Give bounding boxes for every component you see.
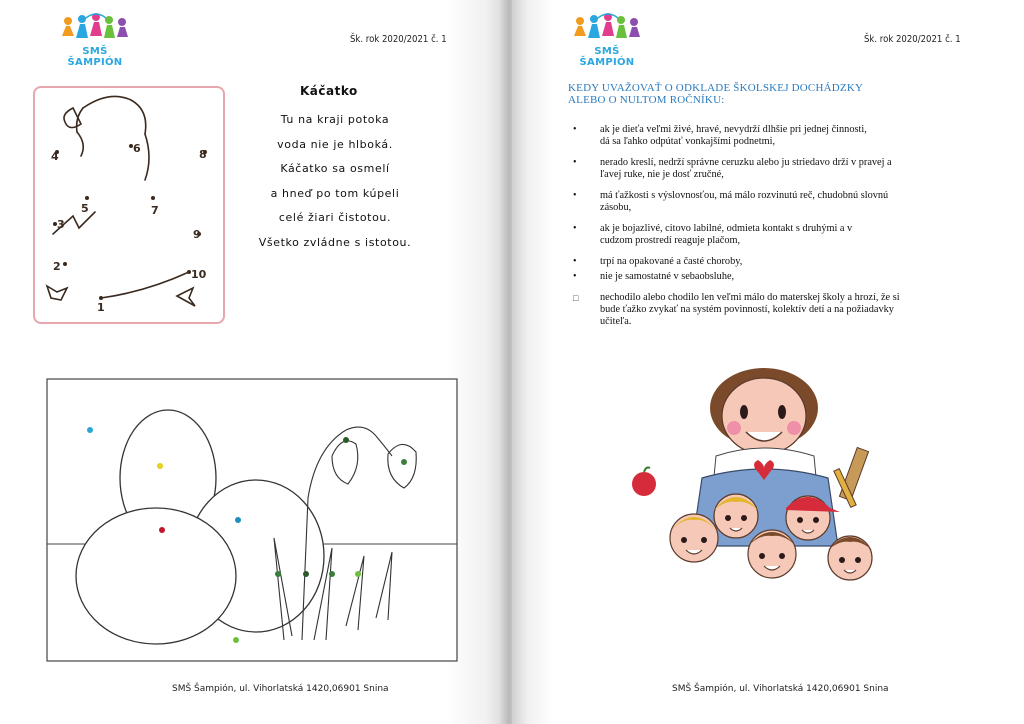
easter-eggs-coloring-page (46, 378, 460, 669)
color-dot (329, 571, 335, 577)
item-line: učiteľa. (600, 316, 632, 327)
color-dot (303, 571, 309, 577)
dot-number-4: 4 (51, 150, 59, 163)
page-footer: SMŠ Šampión, ul. Vihorlatská 1420,06901 Snina (672, 684, 889, 694)
bullet-marker: • (573, 271, 577, 282)
teacher-with-children-illustration (632, 368, 892, 603)
dot-to-dot-puzzle (33, 86, 225, 324)
dot-number-10: 10 (191, 268, 207, 281)
item-line: cudzom prostredí reaguje plačom, (600, 235, 741, 246)
dot-number-2: 2 (53, 260, 61, 273)
dot-number-1: 1 (97, 301, 105, 314)
color-dot (275, 571, 281, 577)
school-year-header: Šk. rok 2020/2021 č. 1 (864, 34, 961, 45)
color-dot (157, 463, 163, 469)
heading-line: KEDY UVAŽOVAŤ O ODKLADE ŠKOLSKEJ DOCHÁDZKY (568, 82, 864, 94)
poem-title: Káčatko (300, 84, 358, 98)
teacher-children-icon (632, 368, 892, 598)
left-page (0, 0, 506, 724)
logo-text: SMŠ ŠAMPIÓN (67, 46, 123, 68)
list-item (570, 271, 960, 283)
heading-line: ALEBO O NULTOM ROČNÍKU: (568, 94, 725, 106)
dot-number-7: 7 (151, 204, 159, 217)
poem-line: Káčatko sa osmelí (280, 162, 390, 175)
color-dot (355, 571, 361, 577)
color-dot (87, 427, 93, 433)
children-logo-icon (568, 12, 646, 48)
list-item (570, 190, 960, 214)
logo-text: SMŠ ŠAMPIÓN (579, 46, 635, 68)
dot-number-3: 3 (57, 218, 65, 231)
color-dot (159, 527, 165, 533)
bullet-marker: □ (573, 293, 579, 303)
color-dot (233, 637, 239, 643)
bullet-marker: • (573, 256, 577, 267)
item-line: nie je samostatné v sebaobsluhe, (600, 271, 735, 282)
poem-text (250, 108, 420, 255)
item-line: dá sa ľahko odpútať vonkajšími podnetmi, (600, 136, 776, 147)
list-item (570, 124, 960, 148)
school-year-header: Šk. rok 2020/2021 č. 1 (350, 34, 447, 45)
item-line: ak je bojazlivé, citovo labilné, odmieta kontakt s druhými a v (600, 223, 853, 234)
item-line: nerado kreslí, nedrží správne ceruzku alebo ju striedavo drží v pravej a (600, 157, 892, 168)
school-logo (568, 12, 646, 68)
item-line: zásobu, (600, 202, 632, 213)
color-dot (401, 459, 407, 465)
duck-outline-drawing (35, 88, 223, 322)
dot-number-6: 6 (133, 142, 141, 155)
list-item (570, 223, 960, 247)
dot-number-9: 9 (193, 228, 201, 241)
poem-line: a hneď po tom kúpeli (270, 186, 400, 200)
section-heading (568, 82, 908, 106)
item-line: nechodilo alebo chodilo len veľmi málo do materskej školy a hrozí, že si (600, 292, 900, 303)
poem-line: celé žiari čistotou. (278, 211, 392, 224)
children-logo-icon (56, 12, 134, 48)
dot-number-5: 5 (81, 202, 89, 215)
school-logo (56, 12, 134, 68)
list-item (570, 292, 960, 328)
item-line: bude ťažko zvykať na systém povinností, kolektív detí a na požiadavky (600, 304, 894, 315)
item-line: trpí na opakované a časté choroby, (600, 256, 743, 267)
color-dot (343, 437, 349, 443)
item-line: ak je dieťa veľmi živé, hravé, nevydrží dlhšie pri jednej činnosti, (600, 124, 867, 135)
bullet-marker: • (573, 190, 577, 201)
list-item (570, 157, 960, 181)
criteria-list (570, 124, 960, 328)
poem-line: Tu na kraji potoka (280, 113, 390, 126)
bullet-marker: • (573, 157, 577, 168)
right-page (512, 0, 1024, 724)
item-line: ľavej ruke, nie je dosť zručné, (600, 169, 724, 180)
list-item (570, 256, 960, 268)
poem-line: voda nie je hlboká. (277, 137, 393, 151)
poem-line: Všetko zvládne s istotou. (258, 235, 412, 249)
item-line: má ťažkosti s výslovnosťou, má málo rozvinutú reč, chudobnú slovnú (600, 190, 889, 201)
eggs-snowdrops-drawing (46, 378, 460, 664)
page-footer: SMŠ Šampión, ul. Vihorlatská 1420,06901 Snina (172, 684, 389, 694)
color-dot (235, 517, 241, 523)
bullet-marker: • (573, 223, 577, 234)
bullet-marker: • (573, 124, 577, 135)
dot-number-8: 8 (199, 148, 207, 161)
